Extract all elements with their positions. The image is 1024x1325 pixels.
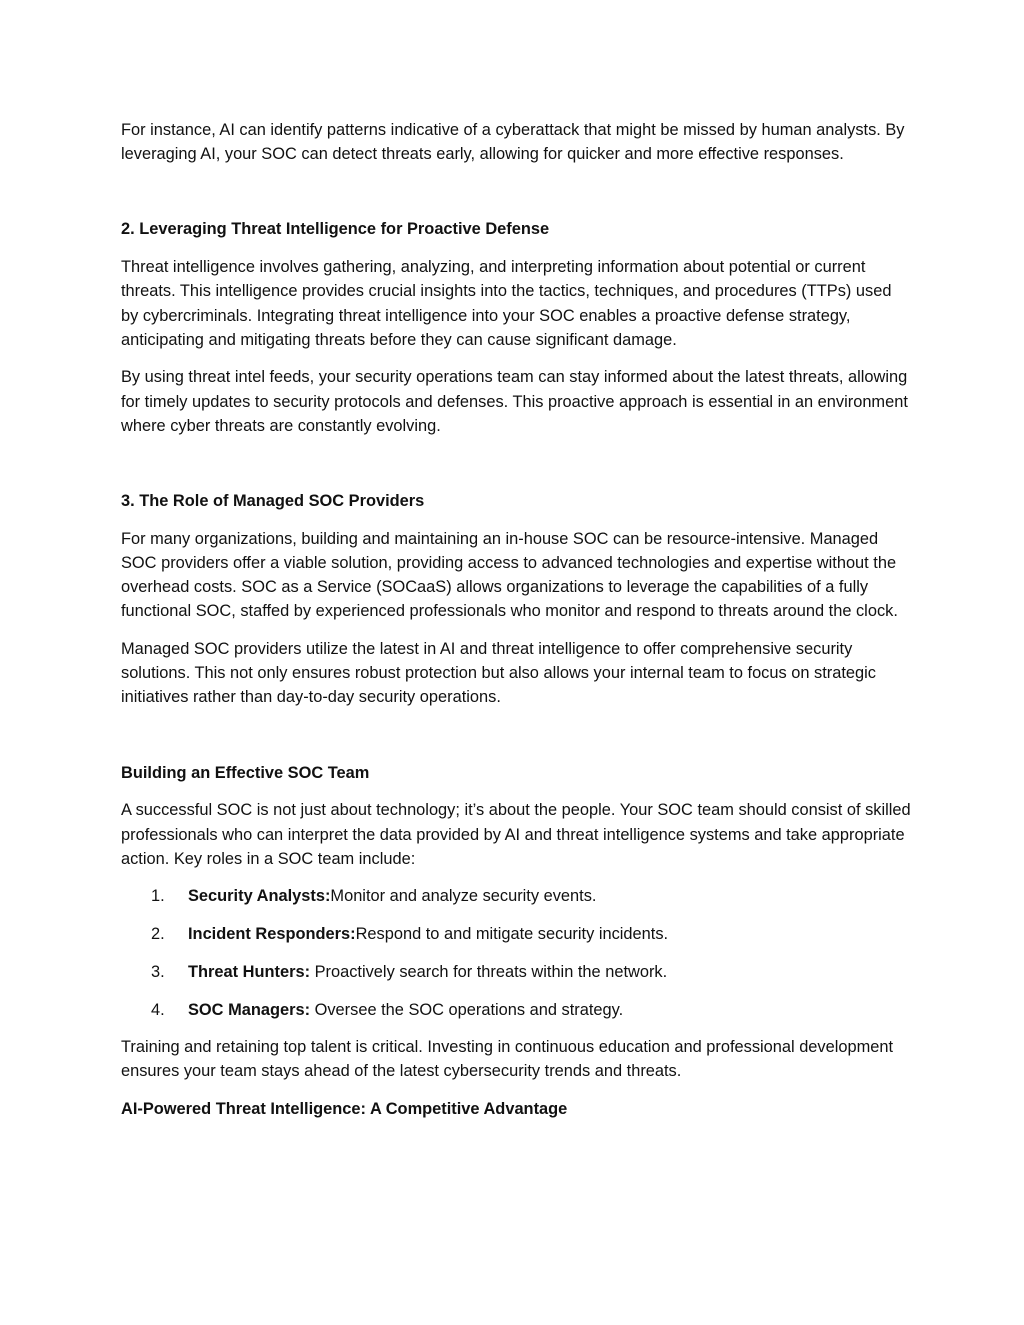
list-item-term: Security Analysts: [188, 887, 331, 906]
section-2-heading: 2. Leveraging Threat Intelligence for Proactive Defense [121, 220, 550, 239]
list-item-number: 1. [151, 887, 165, 906]
section-3-heading: 3. The Role of Managed SOC Providers [121, 492, 425, 511]
document-page [121, 118, 911, 1121]
list-item [121, 884, 911, 908]
list-item [121, 998, 911, 1022]
list-item-description: Proactively search for threats within the network. [310, 962, 668, 981]
final-heading: AI-Powered Threat Intelligence: A Competitive Advantage [121, 1100, 568, 1119]
list-item [121, 922, 911, 946]
list-item-number: 3. [151, 962, 165, 981]
list-item-term: Threat Hunters: [188, 962, 311, 981]
team-closing-paragraph: Training and retaining top talent is critical. Investing in continuous education and professional development ensures your team stays ahead of the latest cybersecurity trends and threats. [121, 1038, 894, 1081]
list-item-description: Oversee the SOC operations and strategy. [310, 1000, 624, 1019]
list-item-number: 4. [151, 1000, 165, 1019]
soc-roles-list [121, 884, 911, 1021]
list-item-description: Monitor and analyze security events. [330, 887, 597, 906]
intro-paragraph: For instance, AI can identify patterns indicative of a cyberattack that might be missed by human analysts. By leveraging AI, your SOC can detect threats early, allowing for quicker and more effective responses. [121, 121, 905, 164]
list-item-description: Respond to and mitigate security incidents. [355, 925, 669, 944]
list-item-number: 2. [151, 925, 165, 944]
list-item-term: Incident Responders: [188, 925, 356, 944]
team-intro-paragraph: A successful SOC is not just about technology; it’s about the people. Your SOC team should consist of skilled professionals who can interpret the data provided by AI and threat intelligence systems and take appropriate action. Key roles in a SOC team include: [121, 801, 911, 868]
section-3-paragraph-1: For many organizations, building and maintaining an in-house SOC can be resource-intensive. Managed SOC providers offer a viable solution, providing access to advanced technologies and expertise without the overhead costs. SOC as a Service (SOCaaS) allows organizations to leverage the capabilities of a fully functional SOC, staffed by experienced professionals who monitor and respond to threats around the clock. [121, 529, 898, 621]
section-2-paragraph-2: By using threat intel feeds, your security operations team can stay informed about the latest threats, allowing for timely updates to security protocols and defenses. This proactive approach is essential in an environment where cyber threats are constantly evolving. [121, 368, 908, 435]
list-item [121, 960, 911, 984]
section-3-paragraph-2: Managed SOC providers utilize the latest in AI and threat intelligence to offer comprehensive security solutions. This not only ensures robust protection but also allows your internal team to focus on strategic initiatives rather than day-to-day security operations. [121, 640, 876, 707]
list-item-term: SOC Managers: [188, 1000, 311, 1019]
team-heading: Building an Effective SOC Team [121, 763, 370, 782]
section-2-paragraph-1: Threat intelligence involves gathering, analyzing, and interpreting information about potential or current threats. This intelligence provides crucial insights into the tactics, techniques, and procedures (TTPs) used by cybercriminals. Integrating threat intelligence into your SOC enables a proactive defense strategy, anticipating and mitigating threats before they can cause significant damage. [121, 258, 892, 349]
